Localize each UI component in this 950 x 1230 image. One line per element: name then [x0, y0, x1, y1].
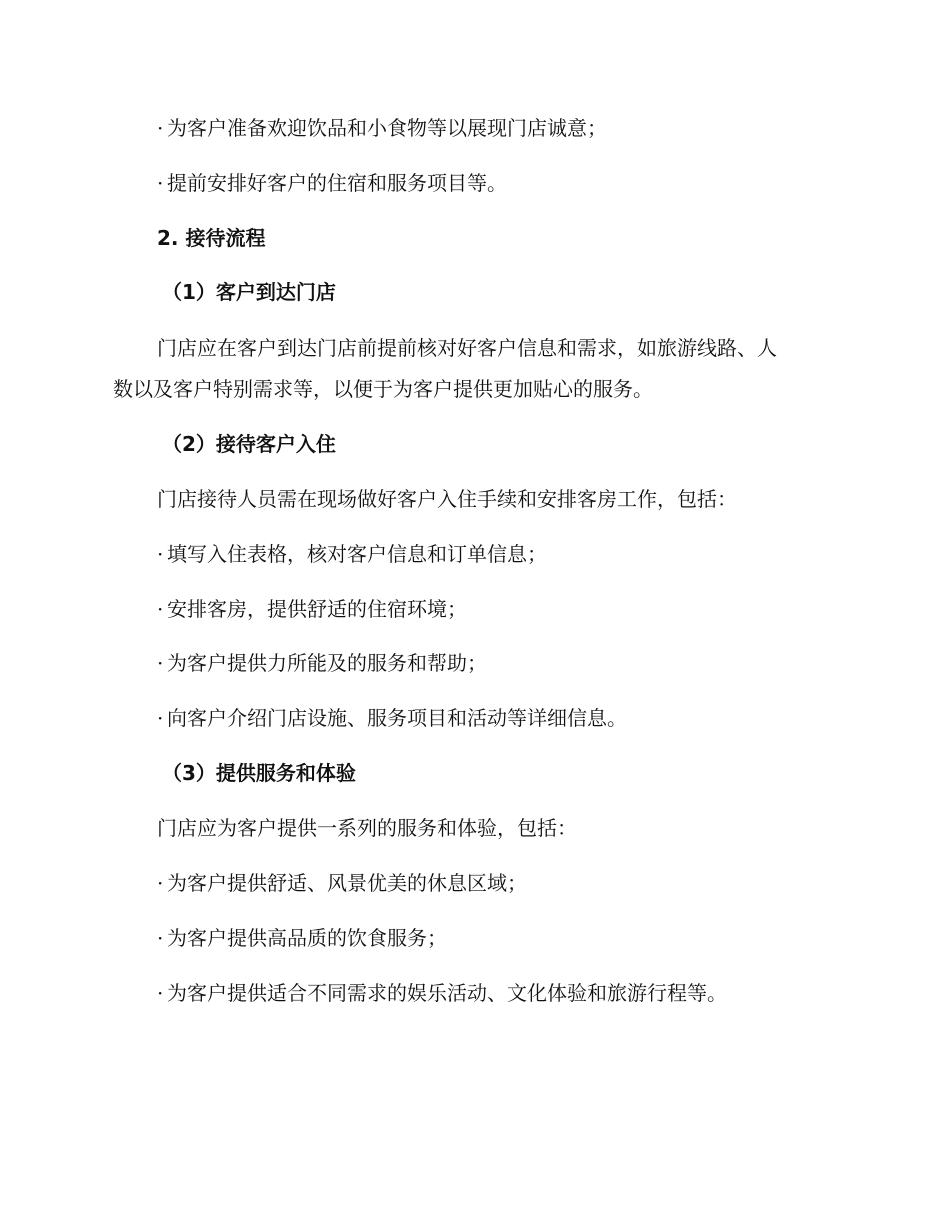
- bullet-dot: ·: [157, 171, 164, 195]
- bullet-text: 提前安排好客户的住宿和服务项目等。: [167, 171, 507, 195]
- bullet-dot: ·: [157, 981, 164, 1005]
- paragraph-line: 门店应在客户到达门店前提前核对好客户信息和需求，如旅游线路、人: [157, 336, 777, 360]
- bullet-text: 填写入住表格，核对客户信息和订单信息；: [167, 542, 547, 566]
- bullet-dot: ·: [157, 706, 164, 730]
- bullet-item: [157, 650, 487, 676]
- bullet-dot: ·: [157, 651, 164, 675]
- subsection-heading: （2）接待客户入住: [162, 432, 336, 456]
- bullet-item: [157, 925, 447, 951]
- bullet-item: [157, 596, 467, 622]
- bullet-text: 为客户提供舒适、风景优美的休息区域；: [167, 871, 527, 895]
- bullet-item: [157, 870, 527, 896]
- bullet-text: 向客户介绍门店设施、服务项目和活动等详细信息。: [167, 706, 627, 730]
- paragraph-line: 门店应为客户提供一系列的服务和体验，包括：: [157, 816, 577, 840]
- subsection-heading: （3）提供服务和体验: [162, 761, 356, 785]
- bullet-item: [157, 980, 727, 1006]
- bullet-dot: ·: [157, 871, 164, 895]
- bullet-item: [157, 705, 627, 731]
- bullet-dot: ·: [157, 926, 164, 950]
- subsection-heading: （1）客户到达门店: [162, 280, 336, 304]
- bullet-text: 安排客房，提供舒适的住宿环境；: [167, 597, 467, 621]
- bullet-dot: ·: [157, 116, 164, 140]
- paragraph-line: 数以及客户特别需求等，以便于为客户提供更加贴心的服务。: [113, 377, 653, 401]
- bullet-item: [157, 115, 607, 141]
- bullet-text: 为客户提供适合不同需求的娱乐活动、文化体验和旅游行程等。: [167, 981, 727, 1005]
- section-heading: 2. 接待流程: [157, 226, 266, 250]
- bullet-item: [157, 170, 507, 196]
- bullet-dot: ·: [157, 542, 164, 566]
- bullet-text: 为客户提供高品质的饮食服务；: [167, 926, 447, 950]
- bullet-dot: ·: [157, 597, 164, 621]
- bullet-text: 为客户准备欢迎饮品和小食物等以展现门店诚意；: [167, 116, 607, 140]
- bullet-item: [157, 541, 547, 567]
- bullet-text: 为客户提供力所能及的服务和帮助；: [167, 651, 487, 675]
- paragraph-line: 门店接待人员需在现场做好客户入住手续和安排客房工作，包括：: [157, 487, 737, 511]
